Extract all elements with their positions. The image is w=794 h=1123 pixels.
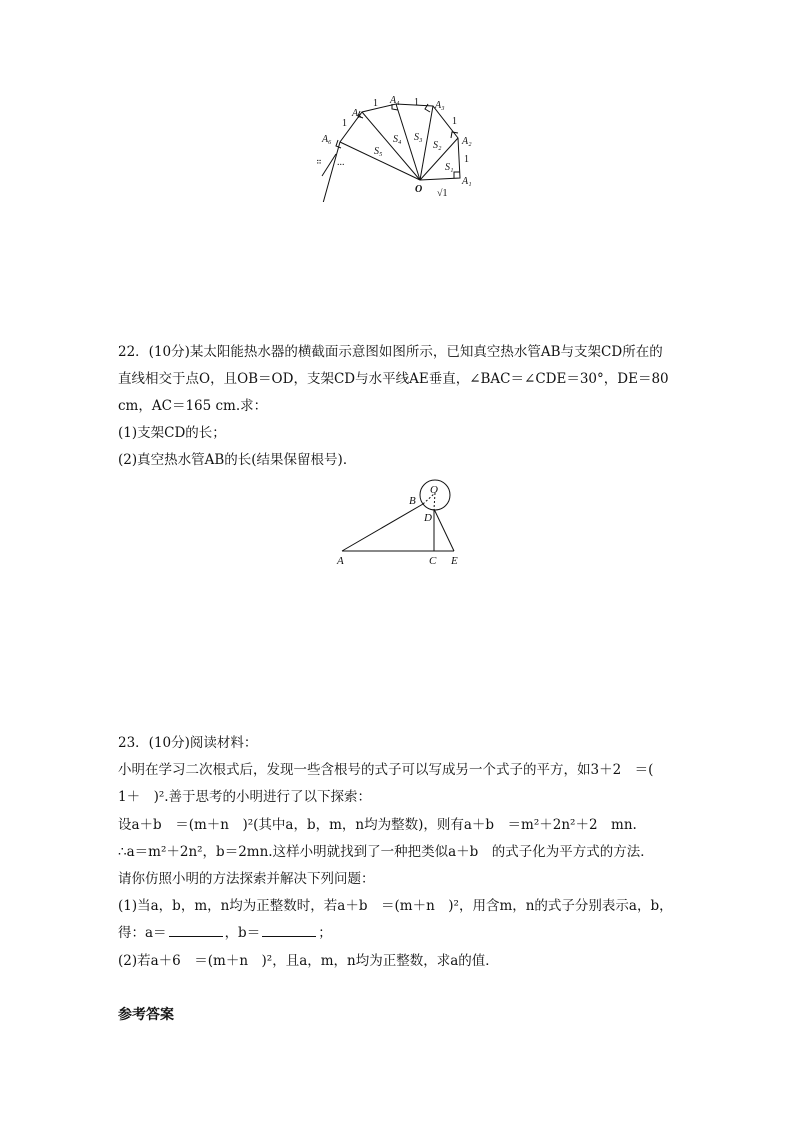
label-s2: S₂: [433, 140, 442, 151]
q23-line-4: 设a＋b ＝(m＋n )²(其中a，b，m，n均为整数)，则有a＋b ＝m²＋2n²＋2 mn.: [118, 817, 637, 833]
q22-line-2: 直线相交于点O，且OB＝OD，支架CD与水平线AE垂直，∠BAC＝∠CDE＝30°，DE＝80: [118, 371, 669, 387]
spiral-figure: [300, 92, 500, 202]
label-sqrt1: √1: [437, 188, 448, 199]
right-angle-a1: [454, 172, 460, 178]
label-s4: S₄: [393, 134, 402, 145]
radius-oa5: [362, 112, 420, 180]
q22-line-1: 22．(10分)某太阳能热水器的横截面示意图如图所示，已知真空热水管AB与支架CD所在的: [118, 344, 663, 360]
label-dots: ...: [337, 157, 345, 168]
label-side-a4a5: 1: [373, 98, 378, 109]
answer-blank-a[interactable]: [169, 924, 223, 937]
label-a5: A₅: [352, 108, 362, 119]
q23-line-5: ∴a＝m²＋2n²，b＝2mn.这样小明就找到了一种把类似a＋b 的式子化为平方式的方法．: [118, 844, 654, 860]
q23-line-2-math: 3＋2 ＝(: [590, 762, 654, 778]
label-d: D: [424, 512, 432, 524]
q23-line-3: 1＋ )².善于思考的小明进行了以下探索：: [118, 789, 372, 805]
line-ab: [342, 504, 423, 551]
q23-line-8-a: 得：a＝: [118, 925, 167, 941]
label-a1: A₁: [462, 176, 472, 187]
water-heater-diagram: [330, 475, 470, 570]
q23-line-6: 请你仿照小明的方法探索并解决下列问题：: [118, 871, 375, 887]
q23-line-2-text: 小明在学习二次根式后，发现一些含根号的式子可以写成另一个式子的平方，如: [118, 762, 591, 778]
label-b: B: [409, 495, 416, 507]
q22-line-4: (1)支架CD的长；: [118, 425, 226, 441]
q23-line-8-c: ；: [318, 925, 332, 941]
q23-line-9: (2)若a＋6 ＝(m＋n )²，且a，m，n均为正整数，求a的值．: [118, 953, 499, 969]
label-a6: A₆: [322, 134, 332, 145]
q23-line-2: [118, 760, 678, 780]
label-a2: A₂: [462, 136, 472, 147]
q23-line-8-b: ，b＝: [224, 925, 261, 941]
label-o: O: [415, 184, 423, 195]
q23-line-8: [118, 923, 678, 943]
label-s1: S₁: [445, 162, 454, 173]
label-o: O: [430, 484, 438, 496]
label-a4: A₄: [390, 95, 400, 106]
line-de: [434, 509, 454, 551]
label-side-a3a4: 1: [414, 97, 419, 108]
spiral-diagram: [300, 92, 500, 202]
label-s5: S₅: [374, 146, 383, 157]
label-a3: A₃: [435, 100, 445, 111]
label-c: C: [429, 555, 437, 567]
label-s3: S₃: [414, 132, 423, 143]
radius-oa3: [420, 106, 433, 180]
q22-line-5: (2)真空热水管AB的长(结果保留根号)．: [118, 452, 357, 468]
q23-line-7: (1)当a，b，m，n均为正整数时，若a＋b ＝(m＋n )²，用含m，n的式子分别表示a，b，: [118, 898, 673, 914]
label-colon: ⠶: [316, 157, 322, 166]
answers-heading: 参考答案: [118, 1007, 174, 1023]
q22-line-3: cm，AC＝165 cm.求：: [118, 398, 268, 414]
label-side-a5a6: 1: [342, 118, 347, 129]
label-side-a1a2: 1: [464, 154, 469, 165]
water-heater-figure: [330, 475, 470, 570]
label-a: A: [337, 555, 344, 567]
label-e: E: [451, 555, 458, 567]
answer-blank-b[interactable]: [262, 924, 316, 937]
label-side-a2a3: 1: [452, 116, 457, 127]
q23-line-1: 23．(10分)阅读材料：: [118, 735, 258, 751]
